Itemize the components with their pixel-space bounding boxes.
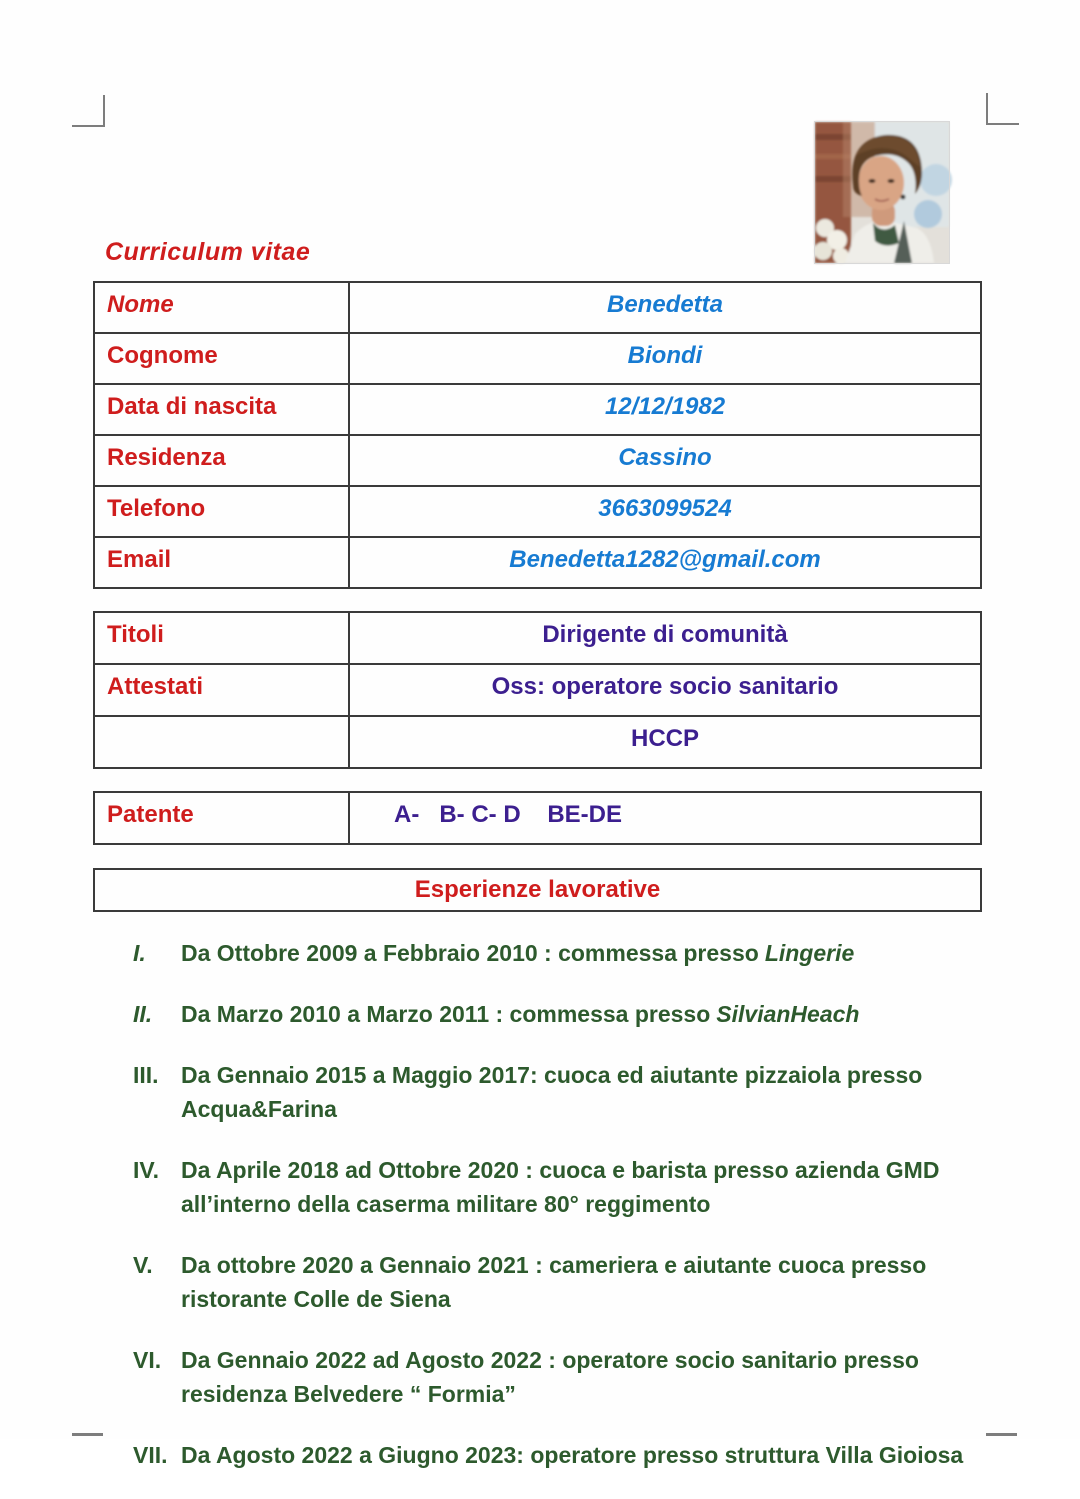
crop-mark-bottom-right <box>986 1433 1017 1440</box>
experience-header-label: Esperienze lavorative <box>414 876 661 903</box>
row-label: Telefono <box>94 486 349 537</box>
table-row <box>94 792 981 844</box>
page-title: Curriculum vitae <box>105 238 311 266</box>
row-value: 12/12/1982 <box>349 384 981 435</box>
experience-item <box>133 1248 982 1316</box>
table-row <box>94 435 981 486</box>
table-row <box>94 486 981 537</box>
row-label: Data di nascita <box>94 384 349 435</box>
item-emphasis: Lingerie <box>764 940 855 966</box>
item-numeral: III. <box>133 1062 159 1088</box>
experience-item <box>133 1438 982 1472</box>
crop-mark-top-right <box>986 93 1019 125</box>
row-label: Residenza <box>94 435 349 486</box>
row-value: Benedetta <box>349 282 981 333</box>
row-value: Oss: operatore socio sanitario <box>349 664 981 716</box>
table-row <box>94 537 981 588</box>
item-text: Da Gennaio 2015 a Maggio 2017: cuoca ed aiutante pizzaiola presso Acqua&Farina <box>181 1062 923 1122</box>
item-text: Da Aprile 2018 ad Ottobre 2020 : cuoca e barista presso azienda GMD all’interno della caserma militare 80° reggimento <box>181 1157 940 1217</box>
experience-list <box>93 926 982 1472</box>
row-label: Attestati <box>94 664 349 716</box>
item-numeral: VII. <box>133 1442 168 1468</box>
table-row <box>94 333 981 384</box>
row-value: Benedetta1282@gmail.com <box>349 537 981 588</box>
personal-info-table <box>93 281 982 589</box>
experience-item <box>133 1343 982 1411</box>
table-row <box>94 664 981 716</box>
crop-mark-top-left <box>72 95 105 127</box>
item-numeral: VI. <box>133 1347 162 1373</box>
experience-header <box>93 868 982 912</box>
cv-content <box>93 281 982 1499</box>
table-row <box>94 612 981 664</box>
item-text: Da ottobre 2020 a Gennaio 2021 : cameriera e aiutante cuoca presso ristorante Colle de Siena <box>181 1252 927 1312</box>
item-text: Da Agosto 2022 a Giugno 2023: operatore presso struttura Villa Gioiosa <box>181 1442 964 1468</box>
experience-item <box>133 1153 982 1221</box>
row-value: HCCP <box>349 716 981 768</box>
row-value: A- B- C- D BE-DE <box>349 792 981 844</box>
item-numeral: V. <box>133 1252 153 1278</box>
row-value: 3663099524 <box>349 486 981 537</box>
row-label: Patente <box>94 792 349 844</box>
qualifications-table <box>93 611 982 769</box>
table-row <box>94 716 981 768</box>
table-row <box>94 384 981 435</box>
row-label: Cognome <box>94 333 349 384</box>
experience-item <box>133 936 982 970</box>
license-table <box>93 791 982 845</box>
item-numeral: I. <box>133 940 146 966</box>
item-emphasis: SilvianHeach <box>716 1001 860 1027</box>
row-label <box>94 716 349 768</box>
item-numeral: IV. <box>133 1157 160 1183</box>
row-value: Biondi <box>349 333 981 384</box>
row-label: Email <box>94 537 349 588</box>
table-row <box>94 282 981 333</box>
row-label: Titoli <box>94 612 349 664</box>
item-text: Da Gennaio 2022 ad Agosto 2022 : operatore socio sanitario presso residenza Belvedere “ Formia” <box>181 1347 919 1407</box>
row-value: Dirigente di comunità <box>349 612 981 664</box>
row-label: Nome <box>94 282 349 333</box>
experience-item <box>133 1058 982 1126</box>
experience-item <box>133 997 982 1031</box>
item-numeral: II. <box>133 1001 153 1027</box>
item-text: Da Ottobre 2009 a Febbraio 2010 : commessa presso Lingerie <box>181 940 855 966</box>
item-text: Da Marzo 2010 a Marzo 2011 : commessa presso SilvianHeach <box>181 1001 860 1027</box>
portrait-photo <box>815 122 949 263</box>
row-value: Cassino <box>349 435 981 486</box>
